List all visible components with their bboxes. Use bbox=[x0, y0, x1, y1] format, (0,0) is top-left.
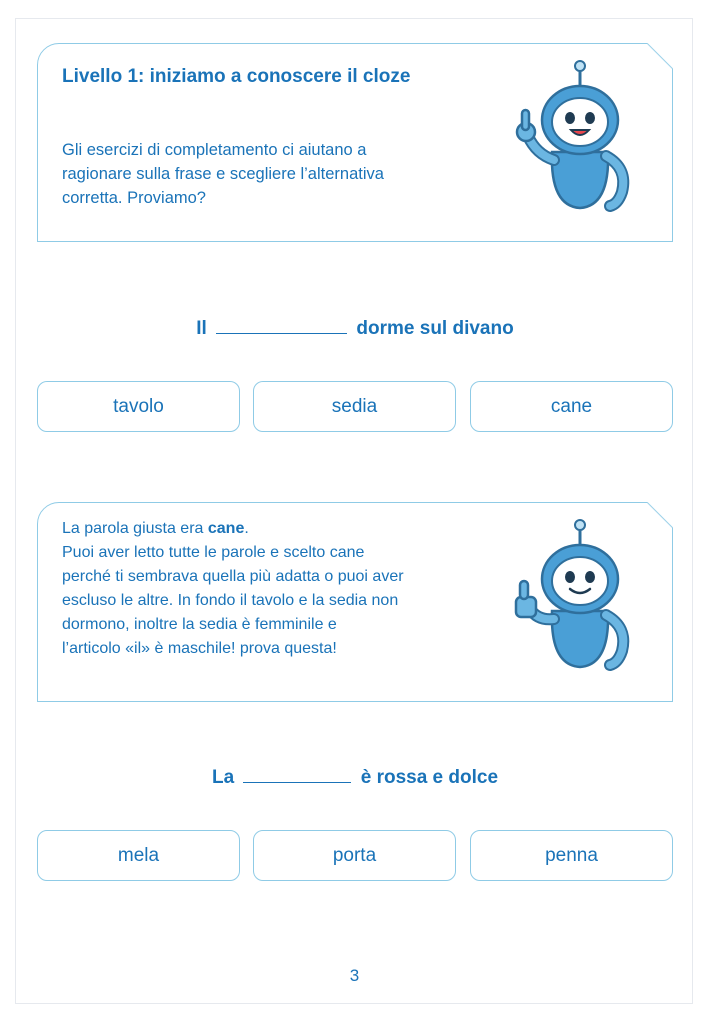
sentence-start: Il bbox=[196, 318, 207, 339]
exercise-2-options bbox=[37, 830, 673, 882]
feedback-suffix: . bbox=[244, 520, 249, 537]
intro-line: Gli esercizi di completamento ci aiutano a bbox=[62, 141, 367, 159]
feedback-text bbox=[62, 517, 502, 661]
option-cane-button[interactable]: cane bbox=[470, 381, 673, 432]
level-title: Livello 1: iniziamo a conoscere il cloze bbox=[62, 66, 411, 87]
intro-text bbox=[62, 138, 482, 210]
feedback-line: Puoi aver letto tutte le parole e scelto cane bbox=[62, 544, 365, 561]
exercise-2-sentence bbox=[37, 764, 673, 789]
blank-line bbox=[243, 764, 351, 783]
sentence-end: è rossa e dolce bbox=[360, 767, 499, 788]
exercise-1-sentence bbox=[37, 315, 673, 340]
sentence-start: La bbox=[211, 767, 235, 788]
feedback-line: dormono, inoltre la sedia è femminile e bbox=[62, 616, 337, 633]
feedback-line: l’articolo «il» è maschile! prova questa! bbox=[62, 640, 337, 657]
sentence-end: dorme sul divano bbox=[356, 318, 514, 339]
exercise-1-options bbox=[37, 381, 673, 433]
blank-line bbox=[216, 315, 347, 334]
option-porta-button[interactable]: porta bbox=[253, 830, 456, 881]
robot-thumbs-up-icon bbox=[510, 517, 640, 682]
intro-line: ragionare sulla frase e scegliere l’alternativa bbox=[62, 165, 384, 183]
correct-answer: cane bbox=[207, 520, 245, 537]
feedback-line: escluso le altre. In fondo il tavolo e la sedia non bbox=[62, 592, 399, 609]
option-sedia-button[interactable]: sedia bbox=[253, 381, 456, 432]
feedback-prefix: La parola giusta era bbox=[62, 520, 208, 537]
intro-card bbox=[37, 43, 673, 242]
feedback-line: perché ti sembrava quella più adatta o puoi aver bbox=[62, 568, 404, 585]
option-mela-button[interactable]: mela bbox=[37, 830, 240, 881]
page-number: 3 bbox=[349, 966, 360, 985]
feedback-card bbox=[37, 502, 673, 702]
intro-line: corretta. Proviamo? bbox=[62, 189, 206, 207]
robot-waving-icon bbox=[510, 56, 640, 221]
option-tavolo-button[interactable]: tavolo bbox=[37, 381, 240, 432]
option-penna-button[interactable]: penna bbox=[470, 830, 673, 881]
